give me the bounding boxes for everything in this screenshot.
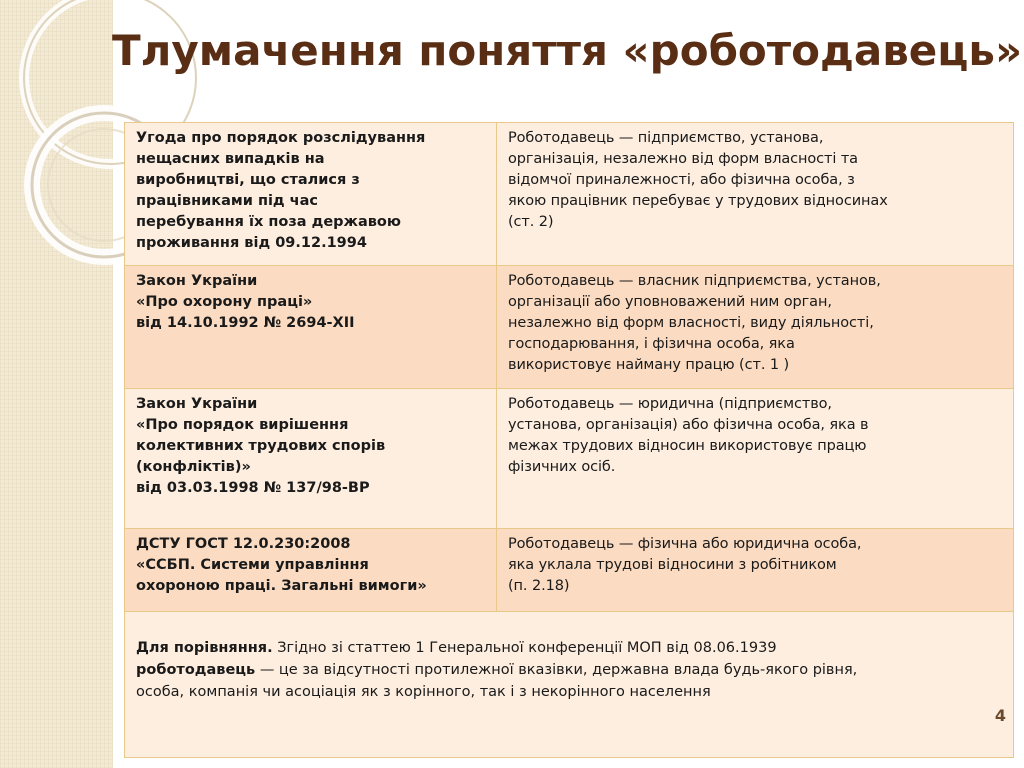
source-line: Закон України bbox=[136, 273, 258, 289]
definition-line: (ст. 2) bbox=[508, 214, 554, 230]
source-line: перебування їх поза державою bbox=[136, 214, 401, 230]
source-line: від 03.03.1998 № 137/98-ВР bbox=[136, 480, 370, 496]
definition-line: фізичних осіб. bbox=[508, 459, 616, 475]
source-cell bbox=[125, 123, 497, 266]
source-cell bbox=[125, 266, 497, 389]
comparison-text: — це за відсутності протилежної вказівки, державна влада будь-якого рівня, bbox=[255, 662, 858, 678]
definitions-table bbox=[124, 122, 1014, 758]
source-line: «ССБП. Системи управління bbox=[136, 557, 369, 573]
definition-line: Роботодавець — підприємство, установа, bbox=[508, 130, 824, 146]
definition-line: межах трудових відносин використовує працю bbox=[508, 438, 867, 454]
source-cell bbox=[125, 529, 497, 612]
definition-line: господарювання, і фізична особа, яка bbox=[508, 336, 795, 352]
definition-line: (п. 2.18) bbox=[508, 578, 570, 594]
table-row bbox=[125, 529, 1014, 612]
source-line: «Про охорону праці» bbox=[136, 294, 313, 310]
source-line: нещасних випадків на bbox=[136, 151, 325, 167]
definition-line: яка уклала трудові відносини з робітником bbox=[508, 557, 837, 573]
comparison-line bbox=[136, 637, 1005, 659]
page-number: 4 bbox=[994, 706, 1006, 725]
source-line: проживання від 09.12.1994 bbox=[136, 235, 367, 251]
source-line: охороною праці. Загальні вимоги» bbox=[136, 578, 427, 594]
source-line: Угода про порядок розслідування bbox=[136, 130, 426, 146]
source-line: працівниками під час bbox=[136, 193, 319, 209]
source-line: ДСТУ ГОСТ 12.0.230:2008 bbox=[136, 536, 351, 552]
definition-line: використовує найману працю (ст. 1 ) bbox=[508, 357, 790, 373]
definition-line: Роботодавець — фізична або юридична особа, bbox=[508, 536, 862, 552]
comparison-text: Згідно зі статтею 1 Генеральної конференції МОП від 08.06.1939 bbox=[272, 640, 777, 656]
table-row bbox=[125, 389, 1014, 529]
comparison-row bbox=[125, 612, 1014, 758]
source-line: (конфліктів)» bbox=[136, 459, 251, 475]
definition-cell bbox=[497, 123, 1014, 266]
comparison-line bbox=[136, 659, 1005, 681]
source-line: «Про порядок вирішення bbox=[136, 417, 349, 433]
source-cell bbox=[125, 389, 497, 529]
definition-line: Роботодавець — юридична (підприємство, bbox=[508, 396, 832, 412]
source-line: Закон України bbox=[136, 396, 258, 412]
definition-line: організація, незалежно від форм власності та bbox=[508, 151, 858, 167]
definition-line: організації або уповноважений ним орган, bbox=[508, 294, 832, 310]
definition-cell bbox=[497, 529, 1014, 612]
source-line: колективних трудових спорів bbox=[136, 438, 386, 454]
definition-cell bbox=[497, 389, 1014, 529]
definition-line: якою працівник перебуває у трудових відносинах bbox=[508, 193, 888, 209]
comparison-lead: Для порівняння. bbox=[136, 640, 273, 656]
table-row bbox=[125, 123, 1014, 266]
definition-line: відомчої приналежності, або фізична особа, з bbox=[508, 172, 855, 188]
definition-cell bbox=[497, 266, 1014, 389]
source-line: виробництві, що сталися з bbox=[136, 172, 360, 188]
comparison-cell bbox=[125, 612, 1014, 758]
source-line: від 14.10.1992 № 2694-XII bbox=[136, 315, 355, 331]
comparison-term: роботодавець bbox=[136, 662, 256, 678]
table-row bbox=[125, 266, 1014, 389]
slide-title: Тлумачення поняття «роботодавець» bbox=[112, 26, 1023, 75]
definition-line: установа, організація) або фізична особа, яка в bbox=[508, 417, 869, 433]
comparison-line: особа, компанія чи асоціація як з корінного, так і з некорінного населення bbox=[136, 684, 711, 700]
definition-line: Роботодавець — власник підприємства, установ, bbox=[508, 273, 881, 289]
definition-line: незалежно від форм власності, виду діяльності, bbox=[508, 315, 874, 331]
